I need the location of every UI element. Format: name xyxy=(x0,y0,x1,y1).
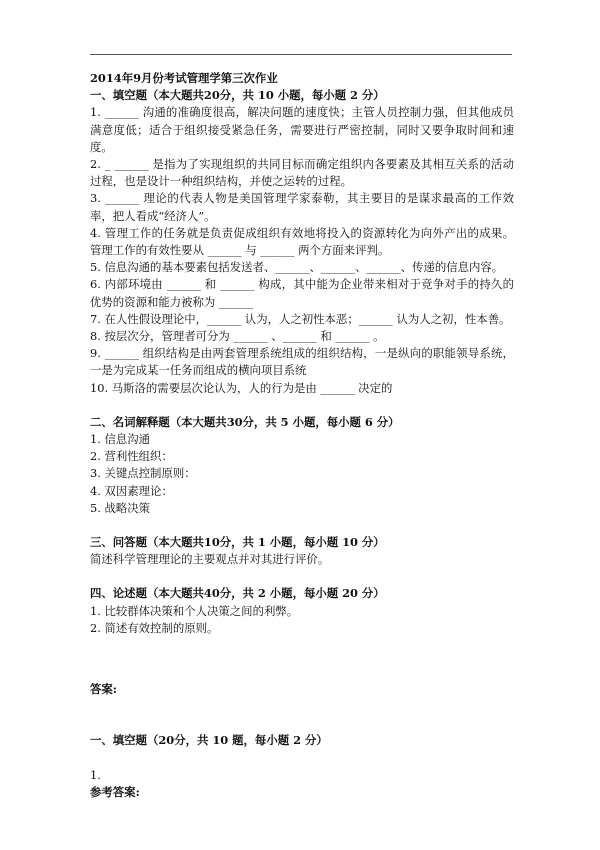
term-question-1: 1. 信息沟通 xyxy=(90,432,151,447)
answers-label: 答案: xyxy=(90,682,117,697)
term-question-3: 3. 关键点控制原则： xyxy=(90,466,196,481)
qa-question-1: 简述科学管理理论的主要观点并对其进行评价。 xyxy=(90,552,330,567)
fill-blank-question-4: 4. 管理工作的任务就是负责促成组织有效地将投入的资源转化为向外产出的成果。管理工作的有效性要从 ______ 与 ______ 两个方面来评判。 xyxy=(90,225,514,258)
fill-blank-question-6: 6. 内部环境由 ______ 和 ______ 构成，其中能为企业带来相对于竞争对手的持久的优势的资源和能力被称为 ______ xyxy=(90,277,514,309)
fill-blank-question-9: 9. ______ 组织结构是由两套管理系统组成的组织结构，一是纵向的职能领导系统，一是为完成某一任务而组成的横向项目系统 xyxy=(90,346,514,378)
fill-blank-question-10: 10. 马斯洛的需要层次论认为，人的行为是由 ______ 决定的 xyxy=(90,380,393,395)
header-rule xyxy=(90,54,512,55)
document-body xyxy=(90,70,514,801)
section2-heading: 二、名词解释题（本大题共30分，共 5 小题，每小题 6 分） xyxy=(90,414,400,429)
fill-blank-question-8: 8. 按层次分，管理者可分为 ______ 、______ 和 ______ 。 xyxy=(90,329,385,344)
essay-question-1: 1. 比较群体决策和个人决策之间的利弊。 xyxy=(90,603,299,618)
fill-blank-question-1: 1. ______ 沟通的准确度很高，解决问题的速度快；主管人员控制力强，但其他成员满意度低；适合于组织接受紧急任务，需要进行严密控制，同时又要争取时间和速度。 xyxy=(90,105,514,154)
section3-heading: 三、问答题（本大题共10分，共 1 小题，每小题 10 分） xyxy=(90,535,385,550)
section4-heading: 四、论述题（本大题共40分，共 2 小题，每小题 20 分） xyxy=(90,586,385,601)
fill-blank-question-7: 7. 在人性假设理论中，______ 认为，人之初性本恶；______ 认为人之初，性本善。 xyxy=(90,311,511,326)
section1-heading: 一、填空题（本大题共20分，共 10 小题，每小题 2 分） xyxy=(90,88,385,103)
answer-item-1: 1. xyxy=(90,767,101,782)
essay-question-2: 2. 简述有效控制的原则。 xyxy=(90,620,219,635)
fill-blank-question-3: 3. ______ 理论的代表人物是美国管理学家泰勒，其主要目的是谋求最高的工作效率，把人看成“经济人”。 xyxy=(90,191,514,223)
term-question-2: 2. 营利性组织： xyxy=(90,449,173,464)
answers-section-heading: 一、填空题（20分，共 10 题，每小题 2 分） xyxy=(90,733,328,748)
document-title: 2014年9月份考试管理学第三次作业 xyxy=(90,71,278,85)
fill-blank-question-5: 5. 信息沟通的基本要素包括发送者、______、______、______、传递的信息内容。 xyxy=(90,260,504,275)
reference-answer-label: 参考答案: xyxy=(90,784,140,799)
fill-blank-question-2: 2. _ ______ 是指为了实现组织的共同目标而确定组织内各要素及其相互关系的活动过程，也是设计一种组织结构，并使之运转的过程。 xyxy=(90,157,514,189)
term-question-4: 4. 双因素理论： xyxy=(90,483,173,498)
term-question-5: 5. 战略决策 xyxy=(90,500,151,515)
